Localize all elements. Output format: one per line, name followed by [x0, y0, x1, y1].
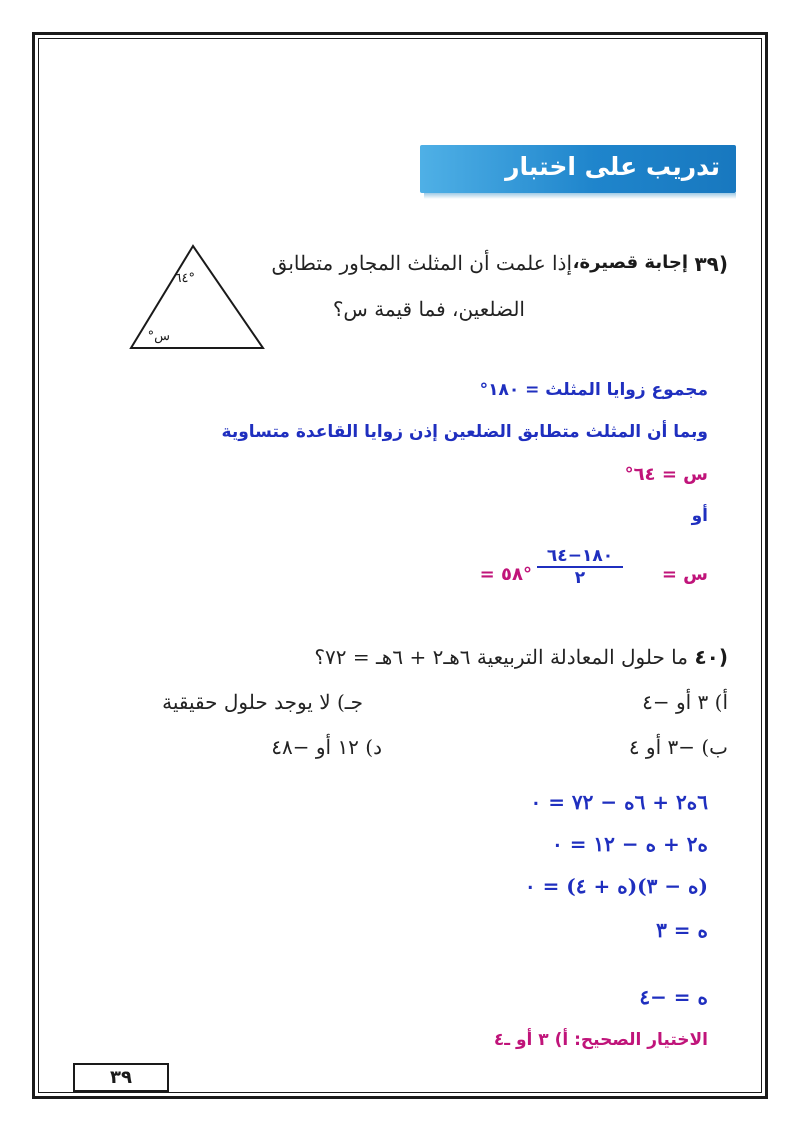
sol39-fraction — [537, 546, 623, 588]
sol39-fraction-numerator: ١٨٠−٦٤ — [537, 546, 623, 568]
section-title: تدريب على اختبار — [505, 152, 720, 181]
q40-option-a: أ) ٣ أو −٤ — [642, 690, 728, 714]
q39-line1: إذا علمت أن المثلث المجاور متطابق — [271, 251, 572, 275]
sol39-line3: س = ٦٤° — [624, 464, 708, 485]
sol39-line4: أو — [691, 506, 708, 526]
q39-label: إجابة قصيرة، — [572, 252, 688, 273]
sol39-line2: وبما أن المثلث متطابق الضلعين إذن زوايا القاعدة متساوية — [221, 422, 708, 442]
sol40-answer: الاختيار الصحيح: أ) ٣ أو ـ٤ — [493, 1030, 708, 1050]
sol39-fraction-denominator: ٢ — [574, 568, 586, 588]
q40-number: ٤٠) — [694, 645, 728, 669]
sol39-eq-rhs: = ٥٨° — [479, 564, 532, 585]
banner-shadow — [424, 193, 736, 199]
triangle-bottom-angle: س° — [147, 329, 170, 344]
sol39-line1: مجموع زوايا المثلث = ١٨٠° — [479, 380, 708, 400]
triangle-figure — [125, 240, 270, 355]
sol39-eq-lhs: س = — [661, 564, 708, 585]
triangle-top-angle: °٦٤ — [174, 271, 195, 286]
q40-option-b: ب) −٣ أو ٤ — [628, 735, 728, 759]
sol40-step5: ه = −٤ — [639, 985, 708, 1009]
q40-option-d: د) ١٢ أو −٤٨ — [271, 735, 382, 759]
sol40-step4: ه = ٣ — [656, 918, 708, 942]
sol40-step2: ه٢ + ه − ١٢ = ٠ — [551, 832, 708, 856]
sol40-step3: (ه − ٣)(ه + ٤) = ٠ — [524, 874, 708, 898]
q40-question: ما حلول المعادلة التربيعية ٦هـ٢ + ٦هـ = ٧٢؟ — [314, 645, 688, 669]
q40-option-c: جـ) لا يوجد حلول حقيقية — [162, 690, 363, 714]
page-number-box — [73, 1063, 169, 1092]
sol40-step1: ٦ه٢ + ٦ه − ٧٢ = ٠ — [530, 790, 708, 814]
q39-line2: الضلعين، فما قيمة س؟ — [332, 297, 525, 321]
page-number: ٣٩ — [110, 1067, 132, 1088]
q39-number: ٣٩) — [694, 252, 728, 276]
